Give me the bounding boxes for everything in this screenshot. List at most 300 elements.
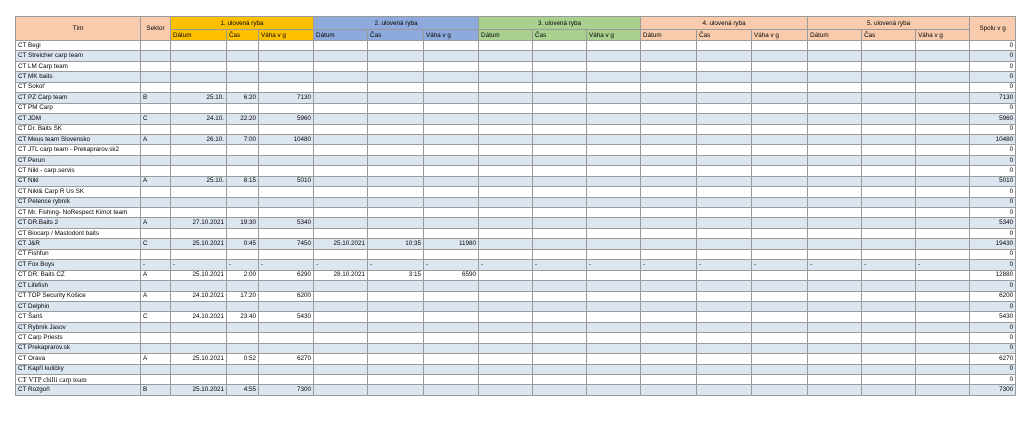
time-cell[interactable]: 3:15 [368, 270, 424, 280]
time-cell[interactable] [697, 166, 752, 176]
sector-cell[interactable]: A [141, 270, 171, 280]
weight-cell[interactable]: - [587, 260, 641, 270]
time-cell[interactable]: 6:20 [227, 93, 259, 103]
weight-cell[interactable] [424, 322, 479, 332]
date-cell[interactable] [171, 51, 227, 61]
time-cell[interactable] [697, 187, 752, 197]
sector-cell[interactable] [141, 208, 171, 218]
time-cell[interactable] [862, 61, 916, 71]
weight-cell[interactable] [424, 61, 479, 71]
weight-cell[interactable] [916, 354, 970, 364]
weight-cell[interactable] [587, 354, 641, 364]
date-cell[interactable] [808, 197, 862, 207]
weight-cell[interactable] [587, 270, 641, 280]
total-cell[interactable]: 0 [970, 103, 1016, 113]
time-cell[interactable] [697, 312, 752, 322]
date-cell[interactable] [171, 364, 227, 374]
time-cell[interactable] [697, 322, 752, 332]
weight-cell[interactable] [259, 187, 314, 197]
date-cell[interactable] [641, 343, 697, 353]
date-cell[interactable] [808, 145, 862, 155]
date-cell[interactable] [479, 134, 533, 144]
weight-cell[interactable] [424, 291, 479, 301]
date-cell[interactable] [641, 82, 697, 92]
time-cell[interactable] [697, 114, 752, 124]
date-cell[interactable] [808, 208, 862, 218]
time-cell[interactable] [697, 82, 752, 92]
date-cell[interactable] [314, 124, 368, 134]
weight-cell[interactable] [752, 155, 808, 165]
time-cell[interactable] [368, 354, 424, 364]
time-cell[interactable] [862, 270, 916, 280]
date-cell[interactable] [171, 103, 227, 113]
date-cell[interactable] [808, 291, 862, 301]
time-cell[interactable]: - [862, 260, 916, 270]
sector-cell[interactable] [141, 82, 171, 92]
weight-cell[interactable] [752, 145, 808, 155]
time-cell[interactable] [862, 103, 916, 113]
time-cell[interactable] [697, 375, 752, 385]
weight-cell[interactable] [259, 197, 314, 207]
date-cell[interactable] [479, 281, 533, 291]
time-cell[interactable] [368, 124, 424, 134]
time-cell[interactable] [227, 72, 259, 82]
date-cell[interactable] [171, 375, 227, 385]
time-cell[interactable] [697, 333, 752, 343]
date-cell[interactable] [808, 322, 862, 332]
time-cell[interactable] [533, 218, 587, 228]
weight-cell[interactable] [424, 41, 479, 51]
date-cell[interactable] [314, 114, 368, 124]
date-cell[interactable] [314, 208, 368, 218]
time-cell[interactable] [368, 218, 424, 228]
date-cell[interactable] [641, 322, 697, 332]
date-cell[interactable] [479, 218, 533, 228]
time-cell[interactable] [533, 249, 587, 259]
date-cell[interactable]: 28.10.2021 [314, 270, 368, 280]
time-cell[interactable] [368, 134, 424, 144]
sector-cell[interactable] [141, 249, 171, 259]
sector-cell[interactable] [141, 375, 171, 385]
weight-cell[interactable] [587, 228, 641, 238]
weight-cell[interactable] [424, 145, 479, 155]
weight-cell[interactable] [752, 228, 808, 238]
time-cell[interactable] [368, 301, 424, 311]
time-cell[interactable] [862, 385, 916, 395]
weight-cell[interactable] [916, 385, 970, 395]
time-cell[interactable] [368, 176, 424, 186]
time-cell[interactable] [862, 114, 916, 124]
sector-cell[interactable]: - [141, 260, 171, 270]
time-cell[interactable] [862, 134, 916, 144]
date-cell[interactable] [808, 343, 862, 353]
weight-cell[interactable] [916, 155, 970, 165]
time-cell[interactable] [368, 187, 424, 197]
time-cell[interactable] [533, 364, 587, 374]
date-cell[interactable]: - [171, 260, 227, 270]
date-cell[interactable] [171, 155, 227, 165]
total-cell[interactable]: 0 [970, 228, 1016, 238]
total-cell[interactable]: 6200 [970, 291, 1016, 301]
time-cell[interactable] [368, 41, 424, 51]
weight-cell[interactable] [752, 51, 808, 61]
date-cell[interactable] [314, 93, 368, 103]
total-cell[interactable]: 6270 [970, 354, 1016, 364]
weight-cell[interactable] [587, 301, 641, 311]
weight-cell[interactable]: 6290 [259, 270, 314, 280]
team-cell[interactable]: CT PZ Carp team [16, 93, 141, 103]
date-cell[interactable] [641, 364, 697, 374]
weight-cell[interactable] [916, 82, 970, 92]
weight-cell[interactable] [752, 239, 808, 249]
time-cell[interactable] [862, 72, 916, 82]
sector-cell[interactable] [141, 51, 171, 61]
time-cell[interactable] [368, 322, 424, 332]
sector-cell[interactable]: C [141, 114, 171, 124]
team-cell[interactable]: CT LM Carp team [16, 61, 141, 71]
weight-cell[interactable] [752, 114, 808, 124]
date-cell[interactable] [641, 270, 697, 280]
date-cell[interactable] [641, 41, 697, 51]
weight-cell[interactable]: 6270 [259, 354, 314, 364]
date-cell[interactable]: 25.10.2021 [171, 270, 227, 280]
weight-cell[interactable] [259, 375, 314, 385]
weight-cell[interactable] [424, 166, 479, 176]
date-cell[interactable]: 25.10.2021 [171, 385, 227, 395]
sector-cell[interactable] [141, 155, 171, 165]
date-cell[interactable]: - [479, 260, 533, 270]
weight-cell[interactable] [587, 291, 641, 301]
date-cell[interactable] [314, 82, 368, 92]
team-cell[interactable]: CT Biocarp / Mastodont baits [16, 228, 141, 238]
weight-cell[interactable] [916, 208, 970, 218]
date-cell[interactable] [808, 134, 862, 144]
team-cell[interactable]: CT Sokol' [16, 82, 141, 92]
date-cell[interactable] [479, 51, 533, 61]
weight-cell[interactable] [587, 322, 641, 332]
weight-cell[interactable] [752, 218, 808, 228]
time-cell[interactable] [862, 333, 916, 343]
time-cell[interactable] [862, 155, 916, 165]
sector-cell[interactable] [141, 364, 171, 374]
time-cell[interactable] [862, 187, 916, 197]
weight-cell[interactable] [259, 208, 314, 218]
time-cell[interactable] [533, 343, 587, 353]
time-cell[interactable] [227, 155, 259, 165]
weight-cell[interactable] [424, 72, 479, 82]
weight-cell[interactable] [916, 291, 970, 301]
date-cell[interactable] [171, 343, 227, 353]
date-cell[interactable] [479, 291, 533, 301]
date-cell[interactable] [314, 197, 368, 207]
total-cell[interactable]: 5340 [970, 218, 1016, 228]
time-cell[interactable] [368, 51, 424, 61]
date-cell[interactable] [314, 166, 368, 176]
time-cell[interactable] [533, 176, 587, 186]
date-cell[interactable] [171, 187, 227, 197]
time-cell[interactable] [862, 343, 916, 353]
time-cell[interactable] [533, 322, 587, 332]
team-cell[interactable]: CT TOP Security Košice [16, 291, 141, 301]
sector-cell[interactable] [141, 41, 171, 51]
sector-cell[interactable] [141, 333, 171, 343]
time-cell[interactable] [697, 218, 752, 228]
date-cell[interactable] [314, 333, 368, 343]
weight-cell[interactable] [916, 239, 970, 249]
weight-cell[interactable] [424, 354, 479, 364]
weight-cell[interactable]: 7130 [259, 93, 314, 103]
time-cell[interactable] [862, 197, 916, 207]
sector-cell[interactable]: C [141, 312, 171, 322]
date-cell[interactable] [808, 270, 862, 280]
date-cell[interactable]: 25.10.2021 [314, 239, 368, 249]
date-cell[interactable]: 25.10.2021 [171, 354, 227, 364]
weight-cell[interactable] [424, 197, 479, 207]
time-cell[interactable] [697, 103, 752, 113]
weight-cell[interactable] [424, 249, 479, 259]
time-cell[interactable] [862, 145, 916, 155]
weight-cell[interactable]: 5960 [259, 114, 314, 124]
weight-cell[interactable] [916, 333, 970, 343]
time-cell[interactable] [862, 41, 916, 51]
date-cell[interactable] [641, 301, 697, 311]
weight-cell[interactable] [259, 166, 314, 176]
time-cell[interactable] [697, 41, 752, 51]
time-cell[interactable] [227, 301, 259, 311]
time-cell[interactable]: 23:40 [227, 312, 259, 322]
weight-cell[interactable]: 7450 [259, 239, 314, 249]
date-cell[interactable] [314, 249, 368, 259]
time-cell[interactable] [368, 291, 424, 301]
time-cell[interactable] [368, 385, 424, 395]
weight-cell[interactable] [752, 72, 808, 82]
weight-cell[interactable] [587, 155, 641, 165]
time-cell[interactable] [533, 228, 587, 238]
weight-cell[interactable] [424, 51, 479, 61]
date-cell[interactable] [314, 354, 368, 364]
time-cell[interactable] [697, 155, 752, 165]
date-cell[interactable] [808, 333, 862, 343]
weight-cell[interactable] [259, 145, 314, 155]
date-cell[interactable] [808, 155, 862, 165]
date-cell[interactable]: 25.10. [171, 176, 227, 186]
date-cell[interactable] [641, 134, 697, 144]
time-cell[interactable] [697, 197, 752, 207]
time-cell[interactable] [368, 155, 424, 165]
time-cell[interactable] [533, 239, 587, 249]
sector-cell[interactable] [141, 72, 171, 82]
time-cell[interactable] [697, 61, 752, 71]
date-cell[interactable] [808, 82, 862, 92]
time-cell[interactable] [533, 72, 587, 82]
date-cell[interactable] [641, 72, 697, 82]
time-cell[interactable] [862, 51, 916, 61]
team-cell[interactable]: CT J&R [16, 239, 141, 249]
weight-cell[interactable] [587, 385, 641, 395]
time-cell[interactable]: 0:52 [227, 354, 259, 364]
date-cell[interactable] [171, 166, 227, 176]
time-cell[interactable] [368, 364, 424, 374]
weight-cell[interactable] [424, 385, 479, 395]
date-cell[interactable] [808, 301, 862, 311]
weight-cell[interactable] [424, 375, 479, 385]
time-cell[interactable] [533, 93, 587, 103]
sector-cell[interactable] [141, 343, 171, 353]
total-cell[interactable]: 0 [970, 51, 1016, 61]
time-cell[interactable] [862, 291, 916, 301]
time-cell[interactable] [697, 301, 752, 311]
date-cell[interactable] [479, 72, 533, 82]
time-cell[interactable] [227, 61, 259, 71]
time-cell[interactable] [697, 249, 752, 259]
date-cell[interactable] [314, 291, 368, 301]
date-cell[interactable]: - [314, 260, 368, 270]
time-cell[interactable] [533, 385, 587, 395]
team-cell[interactable]: CT Nikl - carp.servis [16, 166, 141, 176]
date-cell[interactable] [479, 155, 533, 165]
weight-cell[interactable] [587, 103, 641, 113]
time-cell[interactable] [862, 166, 916, 176]
weight-cell[interactable] [259, 249, 314, 259]
time-cell[interactable] [533, 114, 587, 124]
weight-cell[interactable] [916, 114, 970, 124]
time-cell[interactable] [697, 281, 752, 291]
weight-cell[interactable] [752, 333, 808, 343]
date-cell[interactable] [479, 270, 533, 280]
weight-cell[interactable] [587, 166, 641, 176]
weight-cell[interactable] [752, 176, 808, 186]
total-cell[interactable]: 0 [970, 364, 1016, 374]
time-cell[interactable] [697, 364, 752, 374]
date-cell[interactable] [314, 51, 368, 61]
weight-cell[interactable] [916, 218, 970, 228]
total-cell[interactable]: 5010 [970, 176, 1016, 186]
sector-cell[interactable] [141, 301, 171, 311]
sector-cell[interactable]: A [141, 218, 171, 228]
weight-cell[interactable] [424, 187, 479, 197]
date-cell[interactable] [641, 93, 697, 103]
sector-cell[interactable] [141, 145, 171, 155]
date-cell[interactable] [641, 197, 697, 207]
time-cell[interactable] [862, 218, 916, 228]
weight-cell[interactable] [916, 249, 970, 259]
date-cell[interactable] [314, 187, 368, 197]
time-cell[interactable] [862, 249, 916, 259]
weight-cell[interactable] [752, 375, 808, 385]
time-cell[interactable] [862, 228, 916, 238]
time-cell[interactable]: - [368, 260, 424, 270]
time-cell[interactable] [533, 82, 587, 92]
time-cell[interactable]: 10:35 [368, 239, 424, 249]
time-cell[interactable] [533, 270, 587, 280]
time-cell[interactable] [227, 103, 259, 113]
time-cell[interactable] [368, 93, 424, 103]
team-cell[interactable]: CT Prekaprarov.sk [16, 343, 141, 353]
team-cell[interactable]: CT Kapří kuličky [16, 364, 141, 374]
date-cell[interactable] [808, 124, 862, 134]
weight-cell[interactable] [259, 228, 314, 238]
total-cell[interactable]: 12880 [970, 270, 1016, 280]
total-cell[interactable]: 0 [970, 375, 1016, 385]
weight-cell[interactable] [752, 103, 808, 113]
date-cell[interactable] [314, 322, 368, 332]
team-cell[interactable]: CT Fishfun [16, 249, 141, 259]
time-cell[interactable] [533, 301, 587, 311]
weight-cell[interactable]: 5430 [259, 312, 314, 322]
date-cell[interactable] [808, 166, 862, 176]
date-cell[interactable] [641, 166, 697, 176]
time-cell[interactable] [227, 364, 259, 374]
weight-cell[interactable]: - [259, 260, 314, 270]
date-cell[interactable] [479, 124, 533, 134]
time-cell[interactable] [227, 375, 259, 385]
time-cell[interactable] [533, 354, 587, 364]
time-cell[interactable] [368, 103, 424, 113]
date-cell[interactable] [479, 208, 533, 218]
weight-cell[interactable] [424, 103, 479, 113]
total-cell[interactable]: 7300 [970, 385, 1016, 395]
time-cell[interactable] [697, 176, 752, 186]
time-cell[interactable] [697, 354, 752, 364]
weight-cell[interactable] [587, 82, 641, 92]
sector-cell[interactable]: A [141, 176, 171, 186]
date-cell[interactable] [808, 103, 862, 113]
date-cell[interactable] [808, 228, 862, 238]
total-cell[interactable]: 0 [970, 343, 1016, 353]
weight-cell[interactable] [587, 72, 641, 82]
date-cell[interactable] [641, 312, 697, 322]
weight-cell[interactable] [916, 281, 970, 291]
time-cell[interactable] [697, 124, 752, 134]
total-cell[interactable]: 0 [970, 333, 1016, 343]
team-cell[interactable]: CT Perun [16, 155, 141, 165]
total-cell[interactable]: 0 [970, 155, 1016, 165]
weight-cell[interactable]: 11980 [424, 239, 479, 249]
date-cell[interactable] [479, 114, 533, 124]
date-cell[interactable] [314, 312, 368, 322]
time-cell[interactable] [697, 385, 752, 395]
team-cell[interactable]: CT Nikl& Carp R Us SK [16, 187, 141, 197]
time-cell[interactable]: 17:20 [227, 291, 259, 301]
weight-cell[interactable] [424, 312, 479, 322]
total-cell[interactable]: 5960 [970, 114, 1016, 124]
time-cell[interactable] [227, 145, 259, 155]
date-cell[interactable] [171, 333, 227, 343]
date-cell[interactable] [808, 218, 862, 228]
weight-cell[interactable] [587, 249, 641, 259]
weight-cell[interactable] [587, 218, 641, 228]
time-cell[interactable] [368, 375, 424, 385]
time-cell[interactable] [533, 208, 587, 218]
weight-cell[interactable] [424, 176, 479, 186]
time-cell[interactable] [227, 124, 259, 134]
weight-cell[interactable] [259, 364, 314, 374]
date-cell[interactable] [641, 281, 697, 291]
time-cell[interactable] [862, 354, 916, 364]
date-cell[interactable]: 25.10. [171, 93, 227, 103]
weight-cell[interactable] [916, 72, 970, 82]
date-cell[interactable] [641, 208, 697, 218]
total-cell[interactable]: 0 [970, 208, 1016, 218]
time-cell[interactable] [368, 197, 424, 207]
time-cell[interactable] [368, 72, 424, 82]
total-cell[interactable]: 0 [970, 61, 1016, 71]
total-cell[interactable]: 0 [970, 187, 1016, 197]
time-cell[interactable] [368, 82, 424, 92]
time-cell[interactable] [697, 270, 752, 280]
time-cell[interactable] [533, 155, 587, 165]
time-cell[interactable] [368, 166, 424, 176]
